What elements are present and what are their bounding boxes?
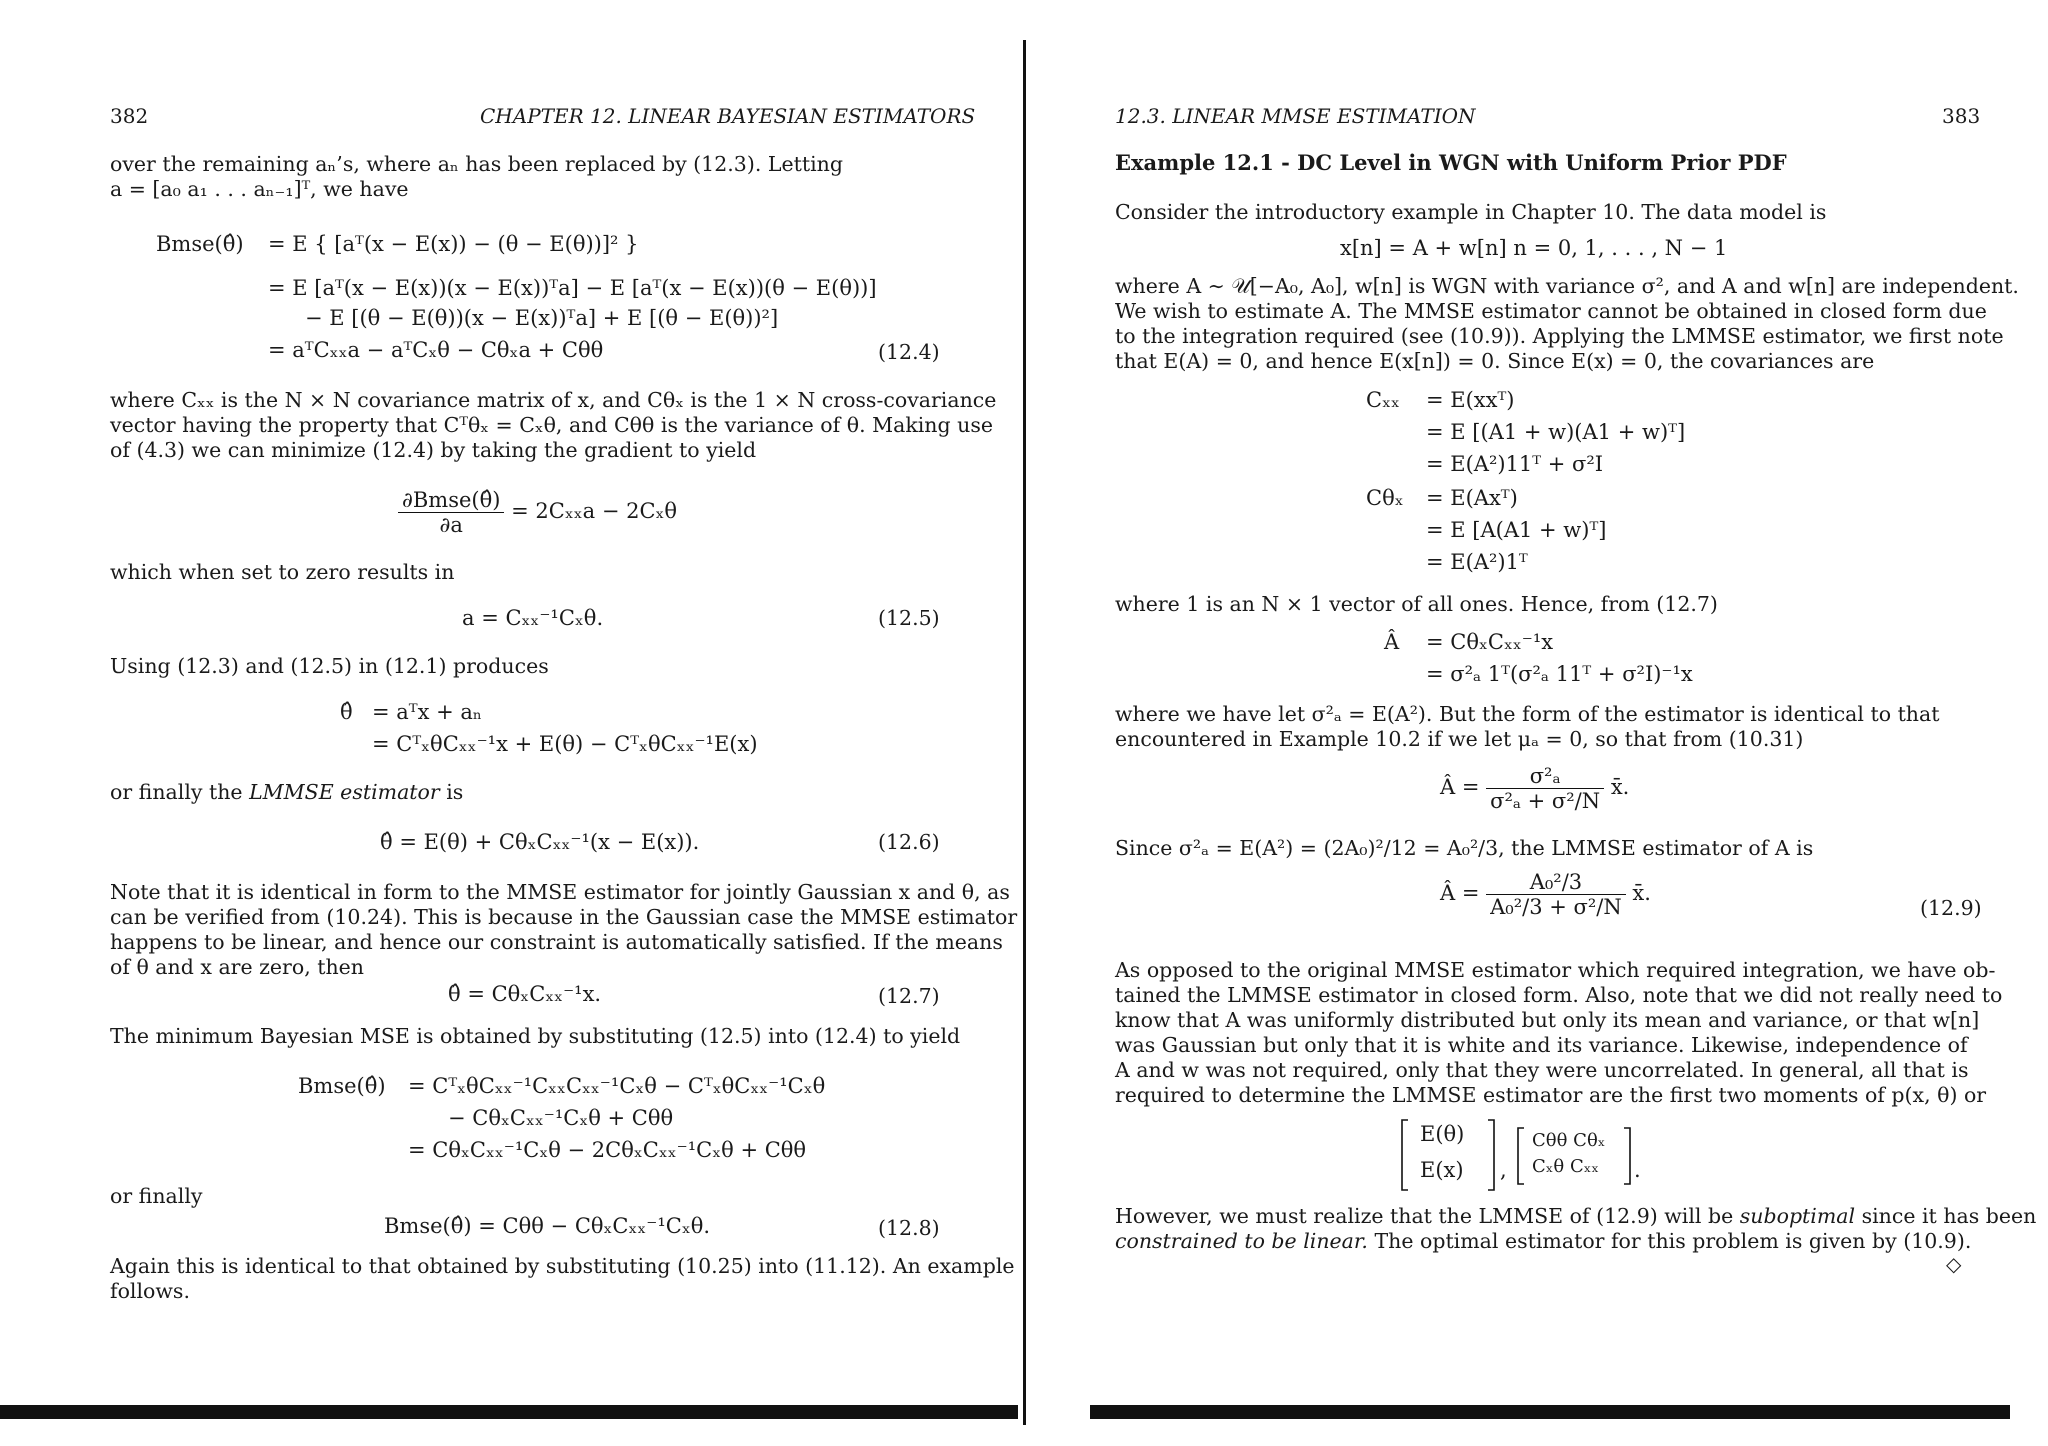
paragraph-note-line4: of θ and x are zero, then <box>110 955 364 979</box>
moment-mean-x: E(x) <box>1420 1158 1464 1182</box>
however-post: since it has been <box>1855 1204 2037 1228</box>
paragraph-again-line1: Again this is identical to that obtained by substituting (10.25) into (11.12). An example <box>110 1254 1015 1278</box>
cxx-label: Cₓₓ <box>1366 388 1400 412</box>
equation-12-8: Bmse(θ̂) = Cθθ − CθₓCₓₓ⁻¹Cₓθ. <box>384 1214 711 1238</box>
covariance-line6: = E(A²)1ᵀ <box>1426 550 1528 574</box>
covariance-line5: = E [A(A1 + w)ᵀ] <box>1426 518 1607 542</box>
equation-bmse-line4: = aᵀCₓₓa − aᵀCₓθ − Cθₓa + Cθθ <box>268 338 604 362</box>
equation-data-model: x[n] = A + w[n] n = 0, 1, . . . , N − 1 <box>1340 236 1728 260</box>
ctx-label: Cθₓ <box>1366 486 1404 510</box>
book-gutter-line <box>1023 40 1026 1425</box>
paragraph-opposed-line4: was Gaussian but only that it is white and its variance. Likewise, independence of <box>1115 1033 1968 1057</box>
equation-12-6: θ̂ = E(θ) + CθₓCₓₓ⁻¹(x − E(x)). <box>380 830 700 854</box>
covariance-matrix-row1: Cθθ Cθₓ <box>1532 1130 1606 1151</box>
paragraph-opposed-line5: A and w was not required, only that they were uncorrelated. In general, all that is <box>1115 1058 1969 1082</box>
bracket-left-1 <box>1402 1120 1408 1190</box>
paragraph-intro-line2: a = [a₀ a₁ . . . aₙ₋₁]ᵀ, we have <box>110 177 409 201</box>
paragraph-consider: Consider the introductory example in Chapter 10. The data model is <box>1115 200 1827 224</box>
paragraph-since: Since σ²ₐ = E(A²) = (2A₀)²/12 = A₀²/3, the LMMSE estimator of A is <box>1115 836 1814 860</box>
paragraph-opposed-line1: As opposed to the original MMSE estimator which required integration, we have ob- <box>1115 958 1996 982</box>
bracket-left-2 <box>1518 1128 1524 1184</box>
covariance-line1: = E(xxᵀ) <box>1426 388 1515 412</box>
covariance-line4: = E(Axᵀ) <box>1426 486 1518 510</box>
equation-number-12-9: (12.9) <box>1920 896 1982 920</box>
gradient-denominator: ∂a <box>439 513 463 537</box>
running-header-left: CHAPTER 12. LINEAR BAYESIAN ESTIMATORS <box>480 104 976 128</box>
bracket-right-2 <box>1624 1128 1630 1184</box>
paragraph-however-line2 <box>1115 1229 1971 1255</box>
paragraph-where-a-line4: that E(A) = 0, and hence E(x[n]) = 0. Since E(x) = 0, the covariances are <box>1115 349 1875 373</box>
paragraph-again-line2: follows. <box>110 1279 190 1303</box>
matrix-separator: , <box>1500 1158 1507 1182</box>
paragraph-where-a-line2: We wish to estimate A. The MMSE estimator cannot be obtained in closed form due <box>1115 299 1987 323</box>
gradient-equation <box>398 488 677 537</box>
fraction1 <box>1486 764 1604 813</box>
fraction1-lhs: Â = <box>1440 775 1480 799</box>
equation-12-7: θ̂ = CθₓCₓₓ⁻¹x. <box>448 982 602 1006</box>
covariance-line3: = E(A²)11ᵀ + σ²I <box>1426 452 1604 476</box>
paragraph-finally-pre: or finally the <box>110 780 250 804</box>
term-constrained-linear: constrained to be linear. <box>1115 1229 1368 1253</box>
equation-a-hat-line2: = σ²ₐ 1ᵀ(σ²ₐ 11ᵀ + σ²I)⁻¹x <box>1426 662 1693 686</box>
gradient-numerator: ∂Bmse(θ̂) <box>398 488 504 513</box>
equation-12-5: a = Cₓₓ⁻¹Cₓθ. <box>462 606 604 630</box>
paragraph-zero: which when set to zero results in <box>110 560 455 584</box>
paragraph-opposed-line3: know that A was uniformly distributed but only its mean and variance, or that w[n] <box>1115 1008 1980 1032</box>
fraction2-denominator: A₀²/3 + σ²/N <box>1490 895 1622 919</box>
equation-number-12-7: (12.7) <box>878 984 940 1008</box>
paragraph-let-line1: where we have let σ²ₐ = E(A²). But the form of the estimator is identical to that <box>1115 702 1940 726</box>
equation-min-line1: = CᵀₓθCₓₓ⁻¹CₓₓCₓₓ⁻¹Cₓθ − CᵀₓθCₓₓ⁻¹Cₓθ <box>408 1074 826 1098</box>
fraction1-rhs: x̄. <box>1610 775 1630 799</box>
paragraph-opposed-line6: required to determine the LMMSE estimator are the first two moments of p(x, θ) or <box>1115 1083 1987 1107</box>
bmse-label: Bmse(θ̂) <box>156 232 244 256</box>
matrix-period: . <box>1634 1158 1641 1182</box>
equation-bmse-line2: = E [aᵀ(x − E(x))(x − E(x))ᵀa] − E [aᵀ(x − E(x))(θ − E(θ))] <box>268 276 877 300</box>
paragraph-intro-line1: over the remaining aₙ’s, where aₙ has been replaced by (12.3). Letting <box>110 152 843 176</box>
paragraph-where-line1: where Cₓₓ is the N × N covariance matrix of x, and Cθₓ is the 1 × N cross-covariance <box>110 388 997 412</box>
moment-mean-theta: E(θ) <box>1420 1122 1465 1146</box>
equation-theta-line1: = aᵀx + aₙ <box>372 700 483 724</box>
left-page-bottom-edge <box>0 1405 1018 1419</box>
gradient-rhs: = 2Cₓₓa − 2Cₓθ <box>511 499 678 523</box>
paragraph-using: Using (12.3) and (12.5) in (12.1) produces <box>110 654 549 678</box>
paragraph-where-line3: of (4.3) we can minimize (12.4) by taking the gradient to yield <box>110 438 757 462</box>
equation-number-12-4: (12.4) <box>878 340 940 364</box>
equation-12-9 <box>1440 870 1651 919</box>
page-number-left: 382 <box>110 104 149 128</box>
bracket-right-1 <box>1488 1120 1494 1190</box>
paragraph-where-a-line1: where A ∼ 𝒰[−A₀, A₀], w[n] is WGN with variance σ², and A and w[n] are independent. <box>1115 274 2019 298</box>
paragraph-note-line1: Note that it is identical in form to the MMSE estimator for jointly Gaussian x and θ, as <box>110 880 1010 904</box>
example-title: Example 12.1 - DC Level in WGN with Uniform Prior PDF <box>1115 150 1787 175</box>
equation-a-hat-fraction <box>1440 764 1629 813</box>
however-line2-post: The optimal estimator for this problem is given by (10.9). <box>1367 1229 1972 1253</box>
paragraph-let-line2: encountered in Example 10.2 if we let μₐ = 0, so that from (10.31) <box>1115 727 1804 751</box>
term-lmmse-estimator: LMMSE estimator <box>249 780 440 804</box>
fraction1-denominator: σ²ₐ + σ²/N <box>1490 789 1601 813</box>
fraction2-rhs: x̄. <box>1632 881 1651 905</box>
paragraph-note-line2: can be verified from (10.24). This is because in the Gaussian case the MMSE estimator <box>110 905 1018 929</box>
equation-number-12-5: (12.5) <box>878 606 940 630</box>
equation-a-hat-line1: = CθₓCₓₓ⁻¹x <box>1426 630 1554 654</box>
paragraph-where-a-line3: to the integration required (see (10.9)). Applying the LMMSE estimator, we first note <box>1115 324 2004 348</box>
gradient-fraction <box>398 488 504 537</box>
equation-bmse-line1: = E { [aᵀ(x − E(x)) − (θ − E(θ))]² } <box>268 232 639 256</box>
covariance-matrix-row2: Cₓθ Cₓₓ <box>1532 1156 1599 1177</box>
paragraph-minimum-mse: The minimum Bayesian MSE is obtained by substituting (12.5) into (12.4) to yield <box>110 1024 961 1048</box>
paragraph-where-one: where 1 is an N × 1 vector of all ones. Hence, from (12.7) <box>1115 592 1718 616</box>
equation-number-12-8: (12.8) <box>878 1216 940 1240</box>
right-page <box>1030 0 2048 1446</box>
term-suboptimal: suboptimal <box>1739 1204 1856 1228</box>
paragraph-where-line2: vector having the property that Cᵀθₓ = Cₓθ, and Cθθ is the variance of θ. Making use <box>110 413 993 437</box>
paragraph-finally-post: is <box>439 780 464 804</box>
paragraph-however-line1 <box>1115 1204 2036 1230</box>
paragraph-or-finally: or finally <box>110 1184 203 1208</box>
equation-bmse-line3: − E [(θ − E(θ))(x − E(x))ᵀa] + E [(θ − E(θ))²] <box>305 306 779 330</box>
paragraph-note-line3: happens to be linear, and hence our constraint is automatically satisfied. If the means <box>110 930 1003 954</box>
theta-hat-label: θ̂ <box>340 700 353 724</box>
paragraph-opposed-line2: tained the LMMSE estimator in closed form. Also, note that we did not really need to <box>1115 983 2003 1007</box>
fraction2-numerator: A₀²/3 <box>1486 870 1626 895</box>
bmse-label-2: Bmse(θ̂) <box>298 1074 386 1098</box>
end-of-example-diamond-icon: ◇ <box>1946 1252 1962 1276</box>
however-pre: However, we must realize that the LMMSE of (12.9) will be <box>1115 1204 1740 1228</box>
page-number-right: 383 <box>1942 104 1981 128</box>
covariance-line2: = E [(A1 + w)(A1 + w)ᵀ] <box>1426 420 1686 444</box>
equation-theta-line2: = CᵀₓθCₓₓ⁻¹x + E(θ) − CᵀₓθCₓₓ⁻¹E(x) <box>372 732 758 756</box>
fraction2 <box>1486 870 1626 919</box>
paragraph-finally <box>110 780 463 806</box>
equation-min-line2: − CθₓCₓₓ⁻¹Cₓθ + Cθθ <box>448 1106 674 1130</box>
equation-min-line3: = CθₓCₓₓ⁻¹Cₓθ − 2CθₓCₓₓ⁻¹Cₓθ + Cθθ <box>408 1138 807 1162</box>
equation-number-12-6: (12.6) <box>878 830 940 854</box>
left-page <box>0 0 1018 1446</box>
fraction1-numerator: σ²ₐ <box>1486 764 1604 789</box>
moments-matrices <box>1400 1118 1640 1192</box>
fraction2-lhs: Â = <box>1440 881 1480 905</box>
a-hat-label: Â <box>1384 630 1400 654</box>
running-header-right: 12.3. LINEAR MMSE ESTIMATION <box>1115 104 1476 128</box>
